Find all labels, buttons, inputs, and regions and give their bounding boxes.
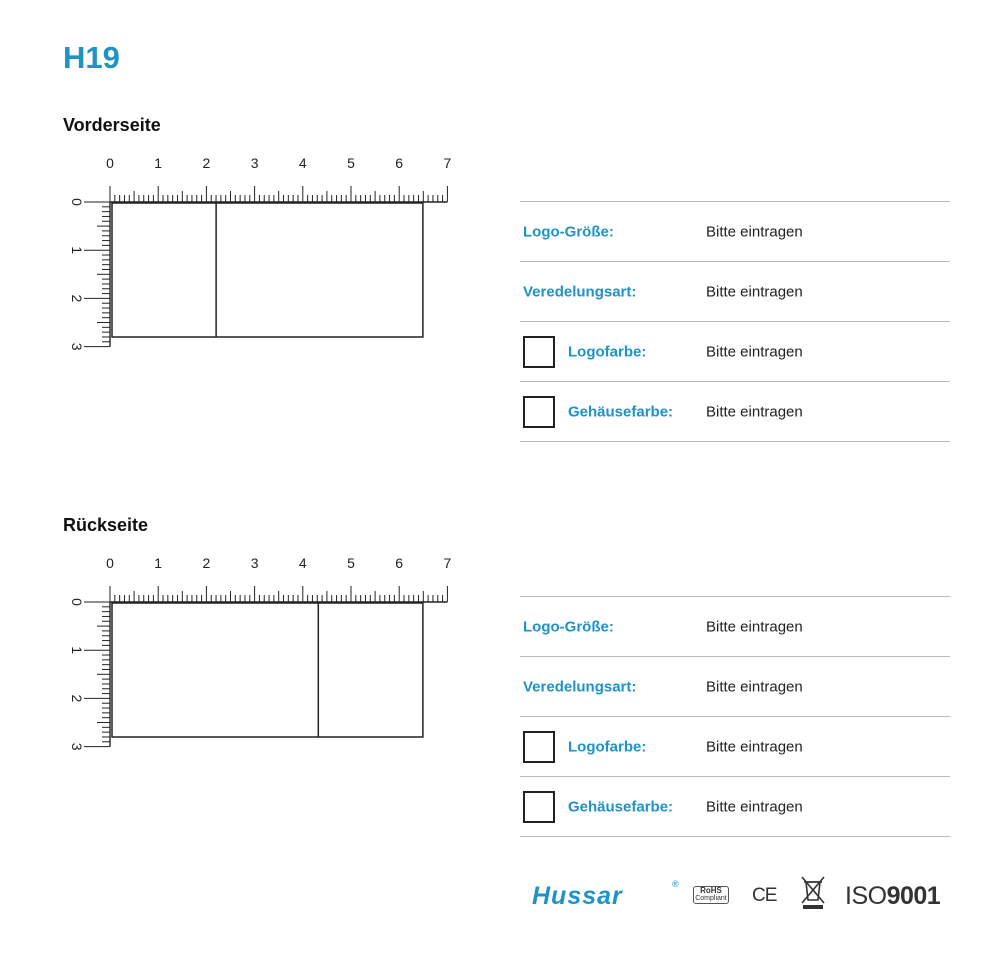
logo-size-input[interactable]: Bitte eintragen	[706, 618, 803, 635]
ruler-x-label: 2	[202, 155, 211, 171]
registered-mark: ®	[672, 879, 679, 889]
logo-color-checkbox[interactable]	[523, 336, 555, 368]
ce-mark: CE	[752, 885, 777, 906]
field-label: Veredelungsart:	[523, 678, 637, 695]
ruler-x-label: 6	[395, 555, 404, 571]
ruler-x-label: 6	[395, 155, 404, 171]
ruler-y-label: 3	[69, 742, 85, 751]
front-ruler-diagram	[60, 140, 460, 350]
ruler-y-label: 1	[69, 646, 85, 655]
field-row-logo-color	[520, 716, 950, 776]
front-fields	[520, 201, 950, 442]
field-row-finishing	[520, 656, 950, 716]
logo-color-checkbox[interactable]	[523, 731, 555, 763]
field-label: Gehäusefarbe:	[568, 798, 674, 815]
ruler-x-label: 4	[298, 155, 307, 171]
iso-number: 9001	[886, 882, 941, 910]
rohs-compliant-label: Compliant	[695, 895, 727, 902]
section-title-back: Rückseite	[63, 515, 149, 535]
field-row-case-color	[520, 776, 950, 837]
ruler-x-label: 5	[347, 155, 355, 171]
finishing-input[interactable]: Bitte eintragen	[706, 283, 803, 300]
ruler-x-label: 3	[250, 155, 259, 171]
finishing-input[interactable]: Bitte eintragen	[706, 678, 803, 695]
rohs-label: RoHS	[700, 886, 722, 895]
field-row-logo-size	[520, 596, 950, 656]
ruler-x-label: 0	[106, 155, 114, 171]
ruler-y-label: 1	[69, 246, 85, 255]
ruler-x-label: 3	[250, 555, 259, 571]
field-row-finishing	[520, 261, 950, 321]
logo-size-input[interactable]: Bitte eintragen	[706, 223, 803, 240]
logo-color-input[interactable]: Bitte eintragen	[706, 343, 803, 360]
ruler-x-label: 0	[106, 555, 114, 571]
footer-logos	[530, 872, 950, 916]
ruler-y-label: 0	[69, 198, 85, 206]
field-row-case-color	[520, 381, 950, 442]
ruler-x-label: 4	[298, 555, 307, 571]
ruler-x-label: 7	[443, 555, 452, 571]
print-area-outline	[112, 203, 423, 337]
weee-bin-icon	[800, 874, 826, 910]
field-label: Logo-Größe:	[523, 618, 614, 635]
logo-color-input[interactable]: Bitte eintragen	[706, 738, 803, 755]
ruler-x-label: 1	[154, 555, 163, 571]
ruler-y-label: 2	[69, 294, 85, 303]
rohs-logo	[693, 886, 729, 904]
field-label: Veredelungsart:	[523, 283, 637, 300]
print-area-outline	[112, 603, 423, 737]
back-fields	[520, 596, 950, 837]
ruler-x-label: 2	[202, 555, 211, 571]
field-row-logo-color	[520, 321, 950, 381]
front-section	[0, 115, 1000, 475]
ruler-y-label: 3	[69, 342, 85, 351]
section-title-front: Vorderseite	[63, 115, 161, 135]
field-label: Logofarbe:	[568, 343, 647, 360]
case-color-checkbox[interactable]	[523, 396, 555, 428]
iso-prefix: ISO	[845, 882, 887, 910]
field-label: Logofarbe:	[568, 738, 647, 755]
back-section	[0, 515, 1000, 875]
page-title: H19	[63, 40, 120, 75]
case-color-checkbox[interactable]	[523, 791, 555, 823]
ruler-y-label: 0	[69, 598, 85, 606]
ruler-x-label: 1	[154, 155, 163, 171]
ruler-x-label: 7	[443, 155, 452, 171]
hussar-logo: Hussar	[532, 882, 623, 910]
back-ruler-diagram	[60, 540, 460, 750]
case-color-input[interactable]: Bitte eintragen	[706, 798, 803, 815]
iso-9001-logo	[845, 882, 940, 911]
field-label: Gehäusefarbe:	[568, 403, 674, 420]
field-row-logo-size	[520, 201, 950, 261]
field-label: Logo-Größe:	[523, 223, 614, 240]
ruler-y-label: 2	[69, 694, 85, 703]
ruler-x-label: 5	[347, 555, 355, 571]
case-color-input[interactable]: Bitte eintragen	[706, 403, 803, 420]
